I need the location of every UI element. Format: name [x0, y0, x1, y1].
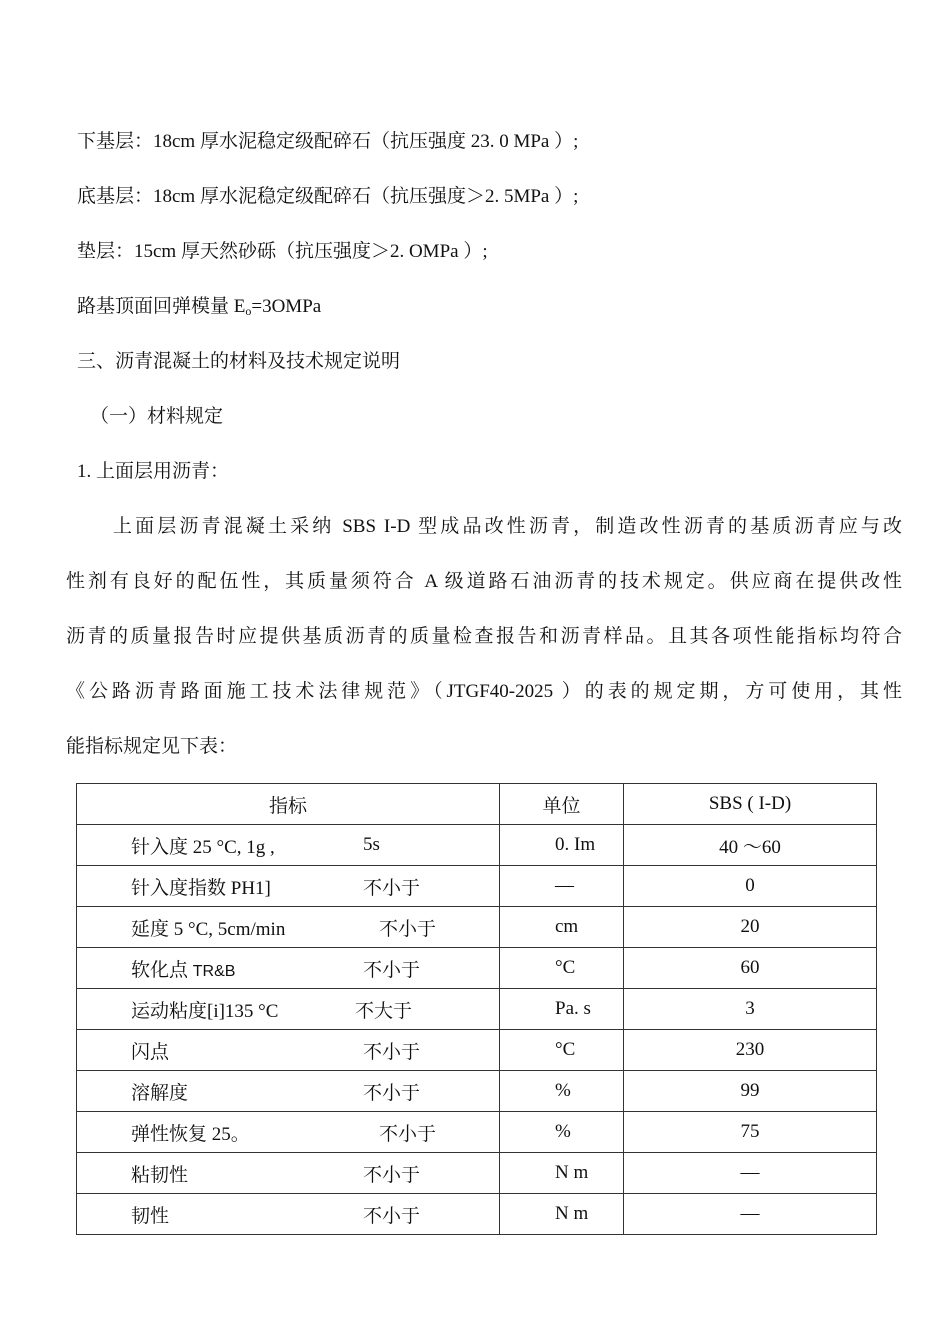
indicator-cell	[77, 948, 500, 989]
indicator-name: 软化点	[131, 959, 193, 981]
indicator-cell	[77, 866, 500, 907]
subgrade-modulus-suffix: =3OMPa	[251, 296, 322, 317]
unit-cell: Pa. s	[500, 989, 624, 1030]
table-row	[77, 1112, 877, 1153]
indicator-condition: 不小于	[363, 1082, 421, 1104]
value-cell: —	[624, 1153, 877, 1194]
value-cell: 75	[624, 1112, 877, 1153]
asphalt-spec-table	[76, 783, 877, 1235]
indicator-name: 运动粘度[i]135 °C	[131, 1000, 279, 1022]
indicator-condition: 不小于	[363, 1041, 421, 1063]
paragraph-line-5: 能指标规定见下表：	[66, 736, 238, 757]
subgrade-modulus-prefix: 路基顶面回弹模量 E	[77, 296, 246, 317]
table-row	[77, 1153, 877, 1194]
value-cell: —	[624, 1194, 877, 1235]
table-header-row	[77, 784, 877, 825]
indicator-name: 粘韧性	[131, 1164, 189, 1186]
subgrade-modulus-subscript: o	[245, 304, 252, 318]
indicator-cell	[77, 1112, 500, 1153]
table-row	[77, 825, 877, 866]
indicator-cell	[77, 1153, 500, 1194]
indicator-condition: 不小于	[379, 1123, 437, 1145]
indicator-condition: 不小于	[363, 877, 421, 899]
indicator-name: 针入度指数 PH1]	[131, 877, 271, 899]
value-cell: 99	[624, 1071, 877, 1112]
paragraph-line-4: 《公路沥青路面施工技术法律规范》（JTGF40-2025 ）的表的规定期，方可使用，其性	[66, 681, 902, 702]
indicator-condition: 不小于	[363, 1205, 421, 1227]
paragraph-line-1: 上面层沥青混凝土采纳 SBS I-D 型成品改性沥青，制造改性沥青的基质沥青应与改	[113, 516, 902, 537]
indicator-name-symbol: TR&B	[192, 962, 236, 980]
unit-cell: N m	[500, 1194, 624, 1235]
unit-cell: °C	[500, 948, 624, 989]
indicator-name: 闪点	[131, 1041, 170, 1063]
value-cell: 60	[624, 948, 877, 989]
subbase-layer-line: 底基层：18cm 厚水泥稳定级配碎石（抗压强度＞2. 5MPa ）;	[77, 186, 579, 207]
indicator-cell	[77, 907, 500, 948]
unit-cell: %	[500, 1112, 624, 1153]
table-row	[77, 989, 877, 1030]
header-sbs: SBS ( I-D)	[624, 784, 877, 825]
header-unit: 单位	[500, 784, 624, 825]
indicator-condition: 不小于	[363, 959, 421, 981]
unit-cell: —	[500, 866, 624, 907]
indicator-name: 溶解度	[131, 1082, 189, 1104]
subsection-1-heading: （一）材料规定	[90, 406, 224, 427]
indicator-cell	[77, 1030, 500, 1071]
value-cell: 0	[624, 866, 877, 907]
value-cell: 40 〜60	[624, 825, 877, 866]
indicator-condition: 5s	[363, 834, 380, 855]
unit-cell: °C	[500, 1030, 624, 1071]
table-row	[77, 907, 877, 948]
indicator-name: 弹性恢复 25。	[131, 1123, 250, 1145]
unit-cell: cm	[500, 907, 624, 948]
paragraph-line-3: 沥青的质量报告时应提供基质沥青的质量检查报告和沥青样品。且其各项性能指标均符合	[66, 626, 902, 647]
header-indicator: 指标	[77, 784, 500, 825]
table-row	[77, 1194, 877, 1235]
unit-cell: %	[500, 1071, 624, 1112]
value-cell: 230	[624, 1030, 877, 1071]
paragraph-line-2: 性剂有良好的配伍性，其质量须符合 A 级道路石油沥青的技术规定。供应商在提供改性	[66, 571, 902, 592]
table-row	[77, 948, 877, 989]
indicator-cell	[77, 1071, 500, 1112]
indicator-name-wrap	[131, 955, 363, 982]
cushion-layer-line: 垫层：15cm 厚天然砂砾（抗压强度＞2. OMPa ）;	[77, 241, 488, 262]
item-1-heading: 1. 上面层用沥青：	[77, 461, 230, 482]
indicator-name: 延度 5 °C, 5cm/min	[131, 918, 286, 940]
value-cell: 20	[624, 907, 877, 948]
indicator-cell	[77, 989, 500, 1030]
table-row	[77, 866, 877, 907]
unit-cell: N m	[500, 1153, 624, 1194]
indicator-cell	[77, 1194, 500, 1235]
indicator-condition: 不小于	[363, 1164, 421, 1186]
section-3-heading: 三、沥青混凝土的材料及技术规定说明	[77, 351, 401, 372]
table-row	[77, 1030, 877, 1071]
indicator-condition: 不大于	[355, 1000, 413, 1022]
unit-cell: 0. Im	[500, 825, 624, 866]
indicator-name: 韧性	[131, 1205, 170, 1227]
indicator-name: 针入度 25 °C, 1g ,	[131, 836, 275, 858]
table-row	[77, 1071, 877, 1112]
indicator-cell	[77, 825, 500, 866]
value-cell: 3	[624, 989, 877, 1030]
indicator-condition: 不小于	[379, 918, 437, 940]
subgrade-modulus-line	[77, 291, 321, 319]
lower-base-layer-line: 下基层：18cm 厚水泥稳定级配碎石（抗压强度 23. 0 MPa ）;	[77, 131, 579, 152]
